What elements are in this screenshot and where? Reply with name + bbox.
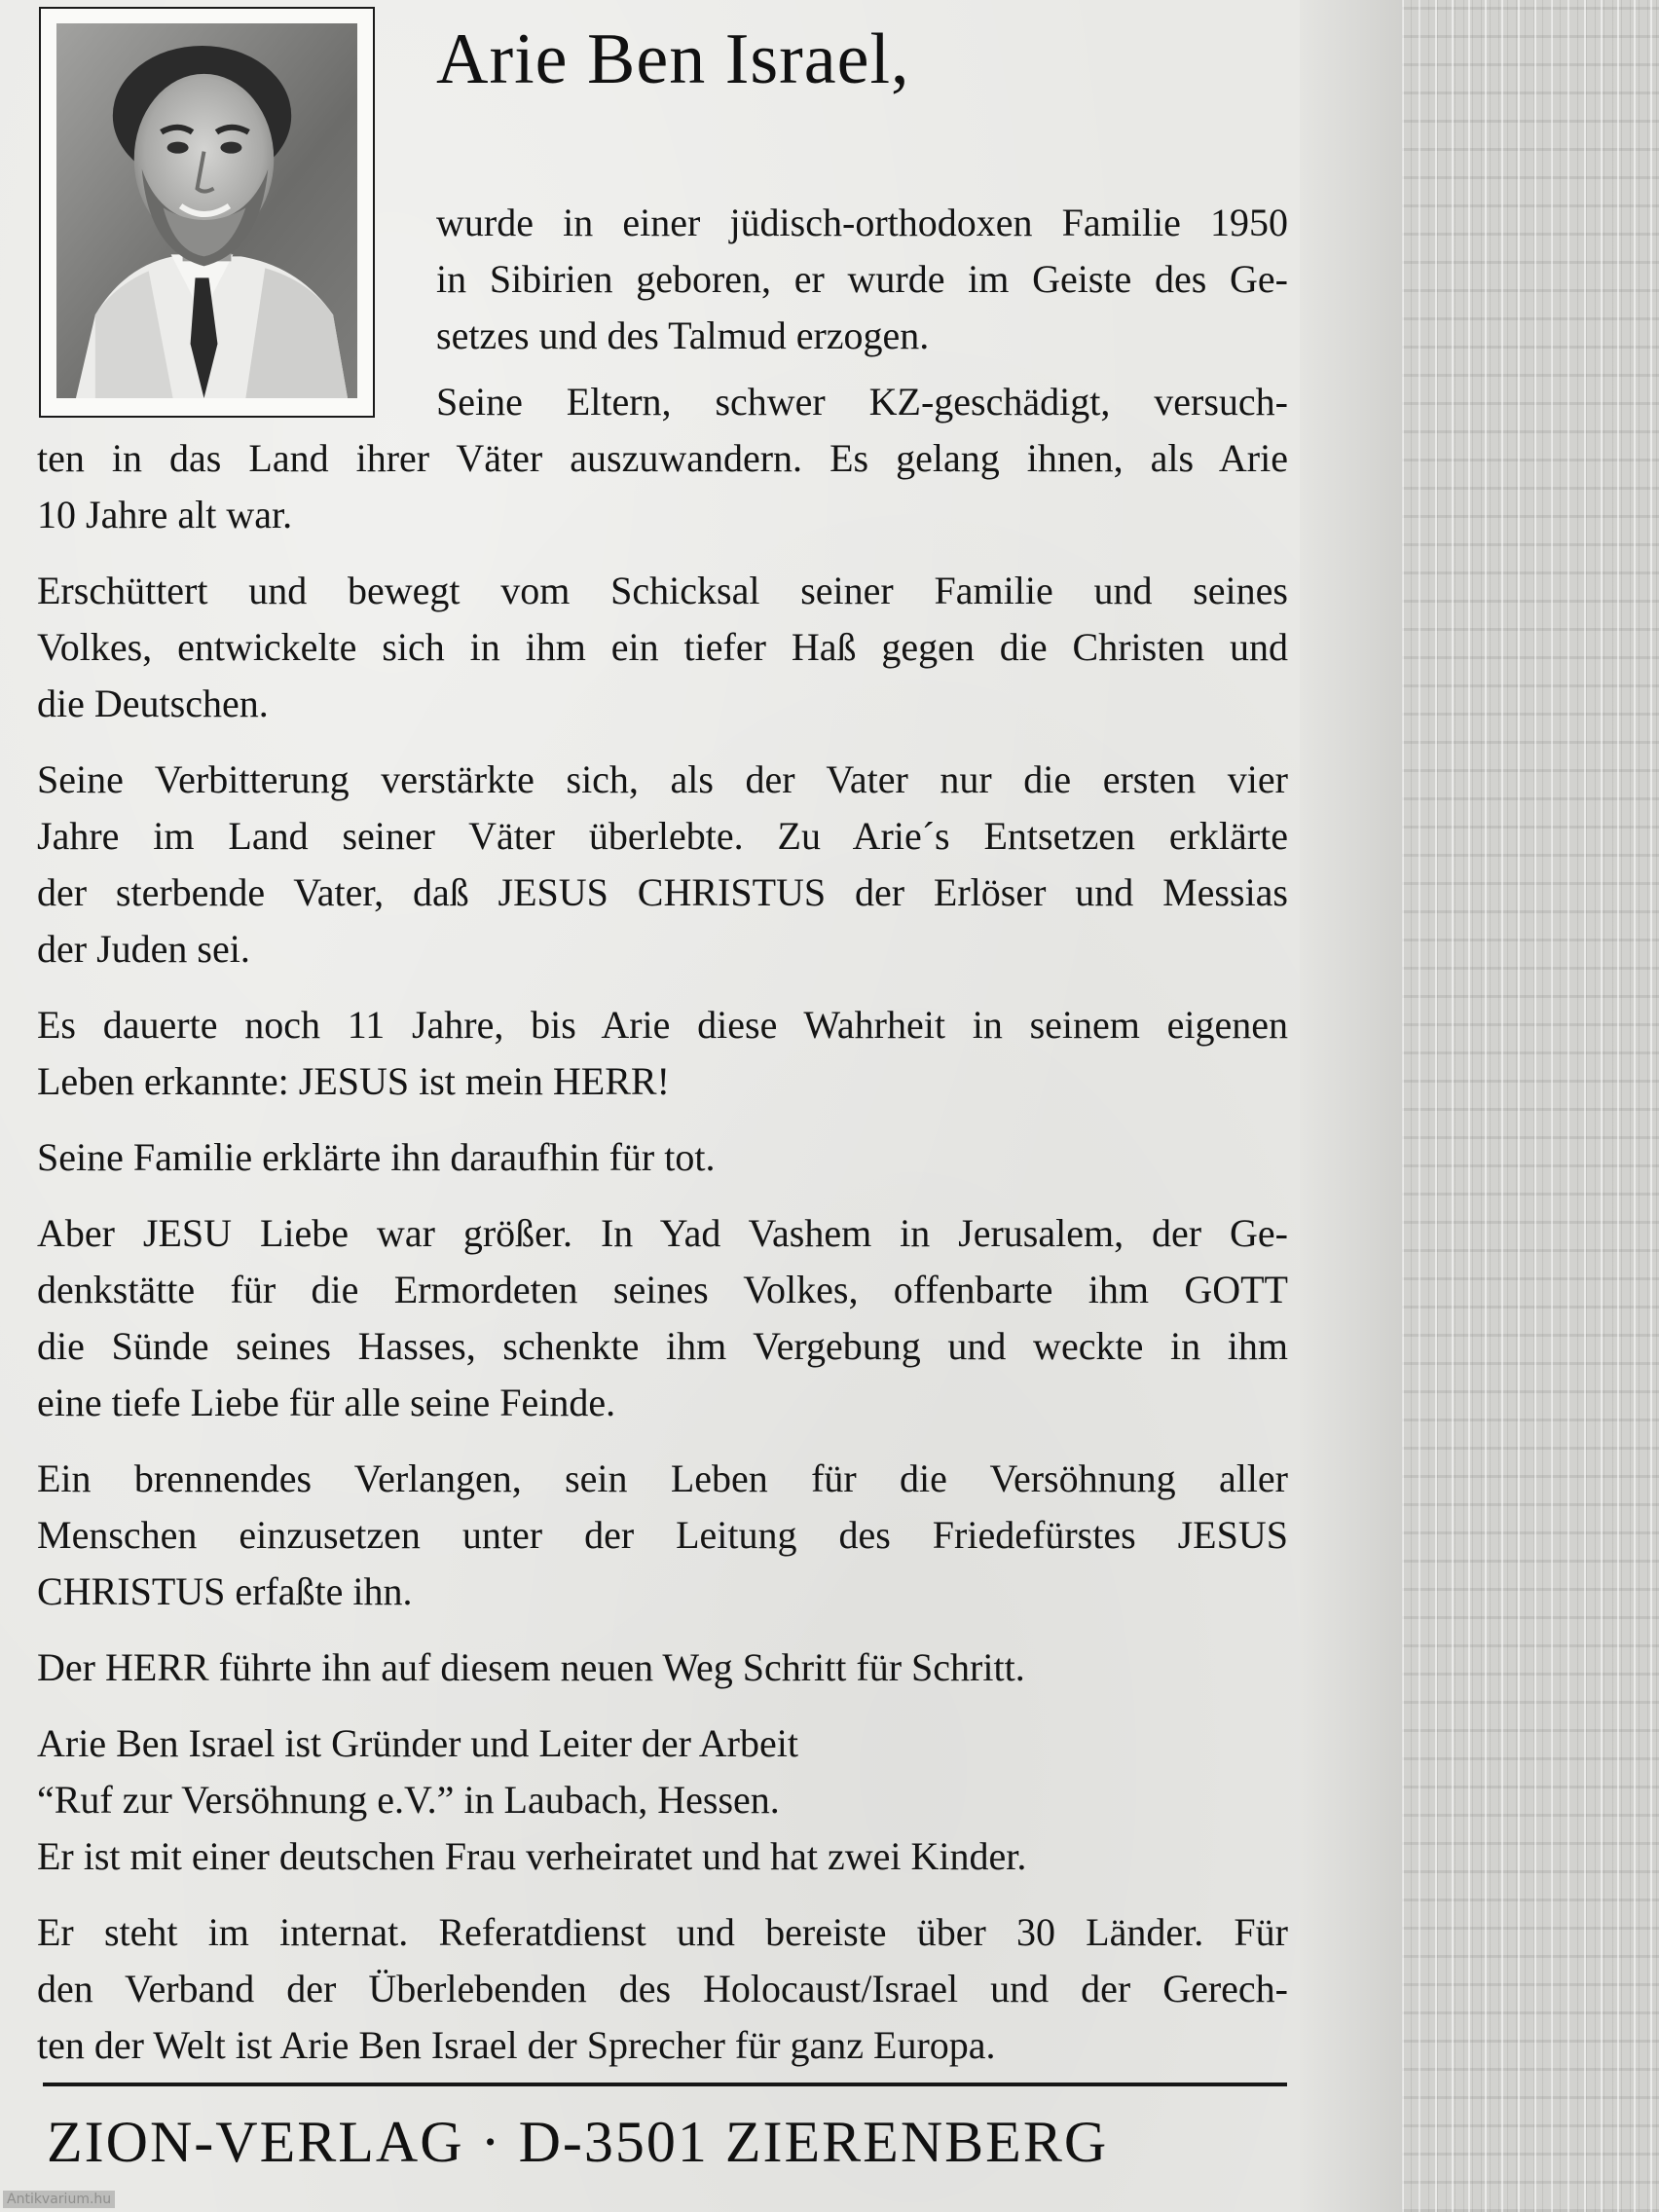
text-line: setzes und des Talmud erzogen. <box>436 313 930 357</box>
bio-paragraph-7 <box>37 1205 1288 1431</box>
bio-paragraph-11 <box>37 1904 1288 2074</box>
text-line: Er steht im internat. Referatdienst und bereiste über 30 Länder. Für <box>37 1910 1288 1954</box>
text-line: Ein brennendes Verlangen, sein Leben für die Versöhnung aller <box>37 1456 1288 1500</box>
bio-paragraph-5 <box>37 997 1288 1110</box>
text-line: Arie Ben Israel ist Gründer und Leiter der Arbeit <box>37 1721 798 1765</box>
textured-backing <box>1402 0 1659 2212</box>
page-shadow-edge <box>1300 0 1407 2212</box>
text-line: Erschüttert und bewegt vom Schicksal seiner Familie und seines <box>37 569 1288 612</box>
text-line: Leben erkannte: JESUS ist mein HERR! <box>37 1059 670 1103</box>
text-line: Aber JESU Liebe war größer. In Yad Vashem in Jerusalem, der Ge- <box>37 1211 1288 1255</box>
text-line: Volkes, entwickelte sich in ihm ein tiefer Haß gegen die Christen und <box>37 625 1288 669</box>
text-line: 10 Jahre alt war. <box>37 493 293 536</box>
text-line: der Juden sei. <box>37 927 250 971</box>
text-line: Es dauerte noch 11 Jahre, bis Arie diese Wahrheit in seinem eigenen <box>37 1003 1288 1047</box>
footer-divider <box>43 2083 1287 2086</box>
author-biography <box>37 195 1288 2074</box>
text-line: der sterbende Vater, daß JESUS CHRISTUS der Erlöser und Messias <box>37 870 1288 914</box>
text-line: wurde in einer jüdisch-orthodoxen Familie 1950 <box>436 201 1288 244</box>
author-name-heading: Arie Ben Israel, <box>436 19 910 99</box>
bio-paragraph-8 <box>37 1451 1288 1620</box>
text-line: in Sibirien geboren, er wurde im Geiste des Ge- <box>436 257 1288 301</box>
text-line: Seine Eltern, schwer KZ-geschädigt, versuch- <box>436 380 1288 424</box>
watermark-label: Antikvarium.hu <box>3 2191 115 2208</box>
text-line: Seine Familie erklärte ihn daraufhin für tot. <box>37 1135 716 1179</box>
text-line: Der HERR führte ihn auf diesem neuen Weg Schritt für Schritt. <box>37 1645 1025 1689</box>
bio-paragraph-3 <box>37 563 1288 732</box>
text-line: den Verband der Überlebenden des Holocaust/Israel und der Gerech- <box>37 1967 1288 2010</box>
bio-paragraph-9 <box>37 1640 1288 1696</box>
text-line: denkstätte für die Ermordeten seines Volkes, offenbarte ihm GOTT <box>37 1268 1288 1311</box>
text-line: die Deutschen. <box>37 682 269 725</box>
text-line: CHRISTUS erfaßte ihn. <box>37 1569 413 1613</box>
bio-paragraph-6 <box>37 1129 1288 1186</box>
text-line: die Sünde seines Hasses, schenkte ihm Vergebung und weckte in ihm <box>37 1324 1288 1368</box>
text-line: ten der Welt ist Arie Ben Israel der Sprecher für ganz Europa. <box>37 2023 996 2067</box>
bio-paragraph-2 <box>37 374 1288 543</box>
bio-paragraph-10 <box>37 1715 1288 1885</box>
text-line: Menschen einzusetzen unter der Leitung des Friedefürstes JESUS <box>37 1513 1288 1557</box>
publisher-imprint: ZION-VERLAG · D-3501 ZIERENBERG <box>47 2110 1109 2174</box>
text-line: Er ist mit einer deutschen Frau verheiratet und hat zwei Kinder. <box>37 1834 1027 1878</box>
text-line: Jahre im Land seiner Väter überlebte. Zu Arie´s Entsetzen erklärte <box>37 814 1288 858</box>
text-line: ten in das Land ihrer Väter auszuwandern. Es gelang ihnen, als Arie <box>37 436 1288 480</box>
bio-paragraph-4 <box>37 752 1288 977</box>
bio-paragraph-1 <box>37 195 1288 364</box>
text-line: Seine Verbitterung verstärkte sich, als der Vater nur die ersten vier <box>37 757 1288 801</box>
text-line: eine tiefe Liebe für alle seine Feinde. <box>37 1381 616 1424</box>
text-line: “Ruf zur Versöhnung e.V.” in Laubach, Hessen. <box>37 1778 780 1822</box>
